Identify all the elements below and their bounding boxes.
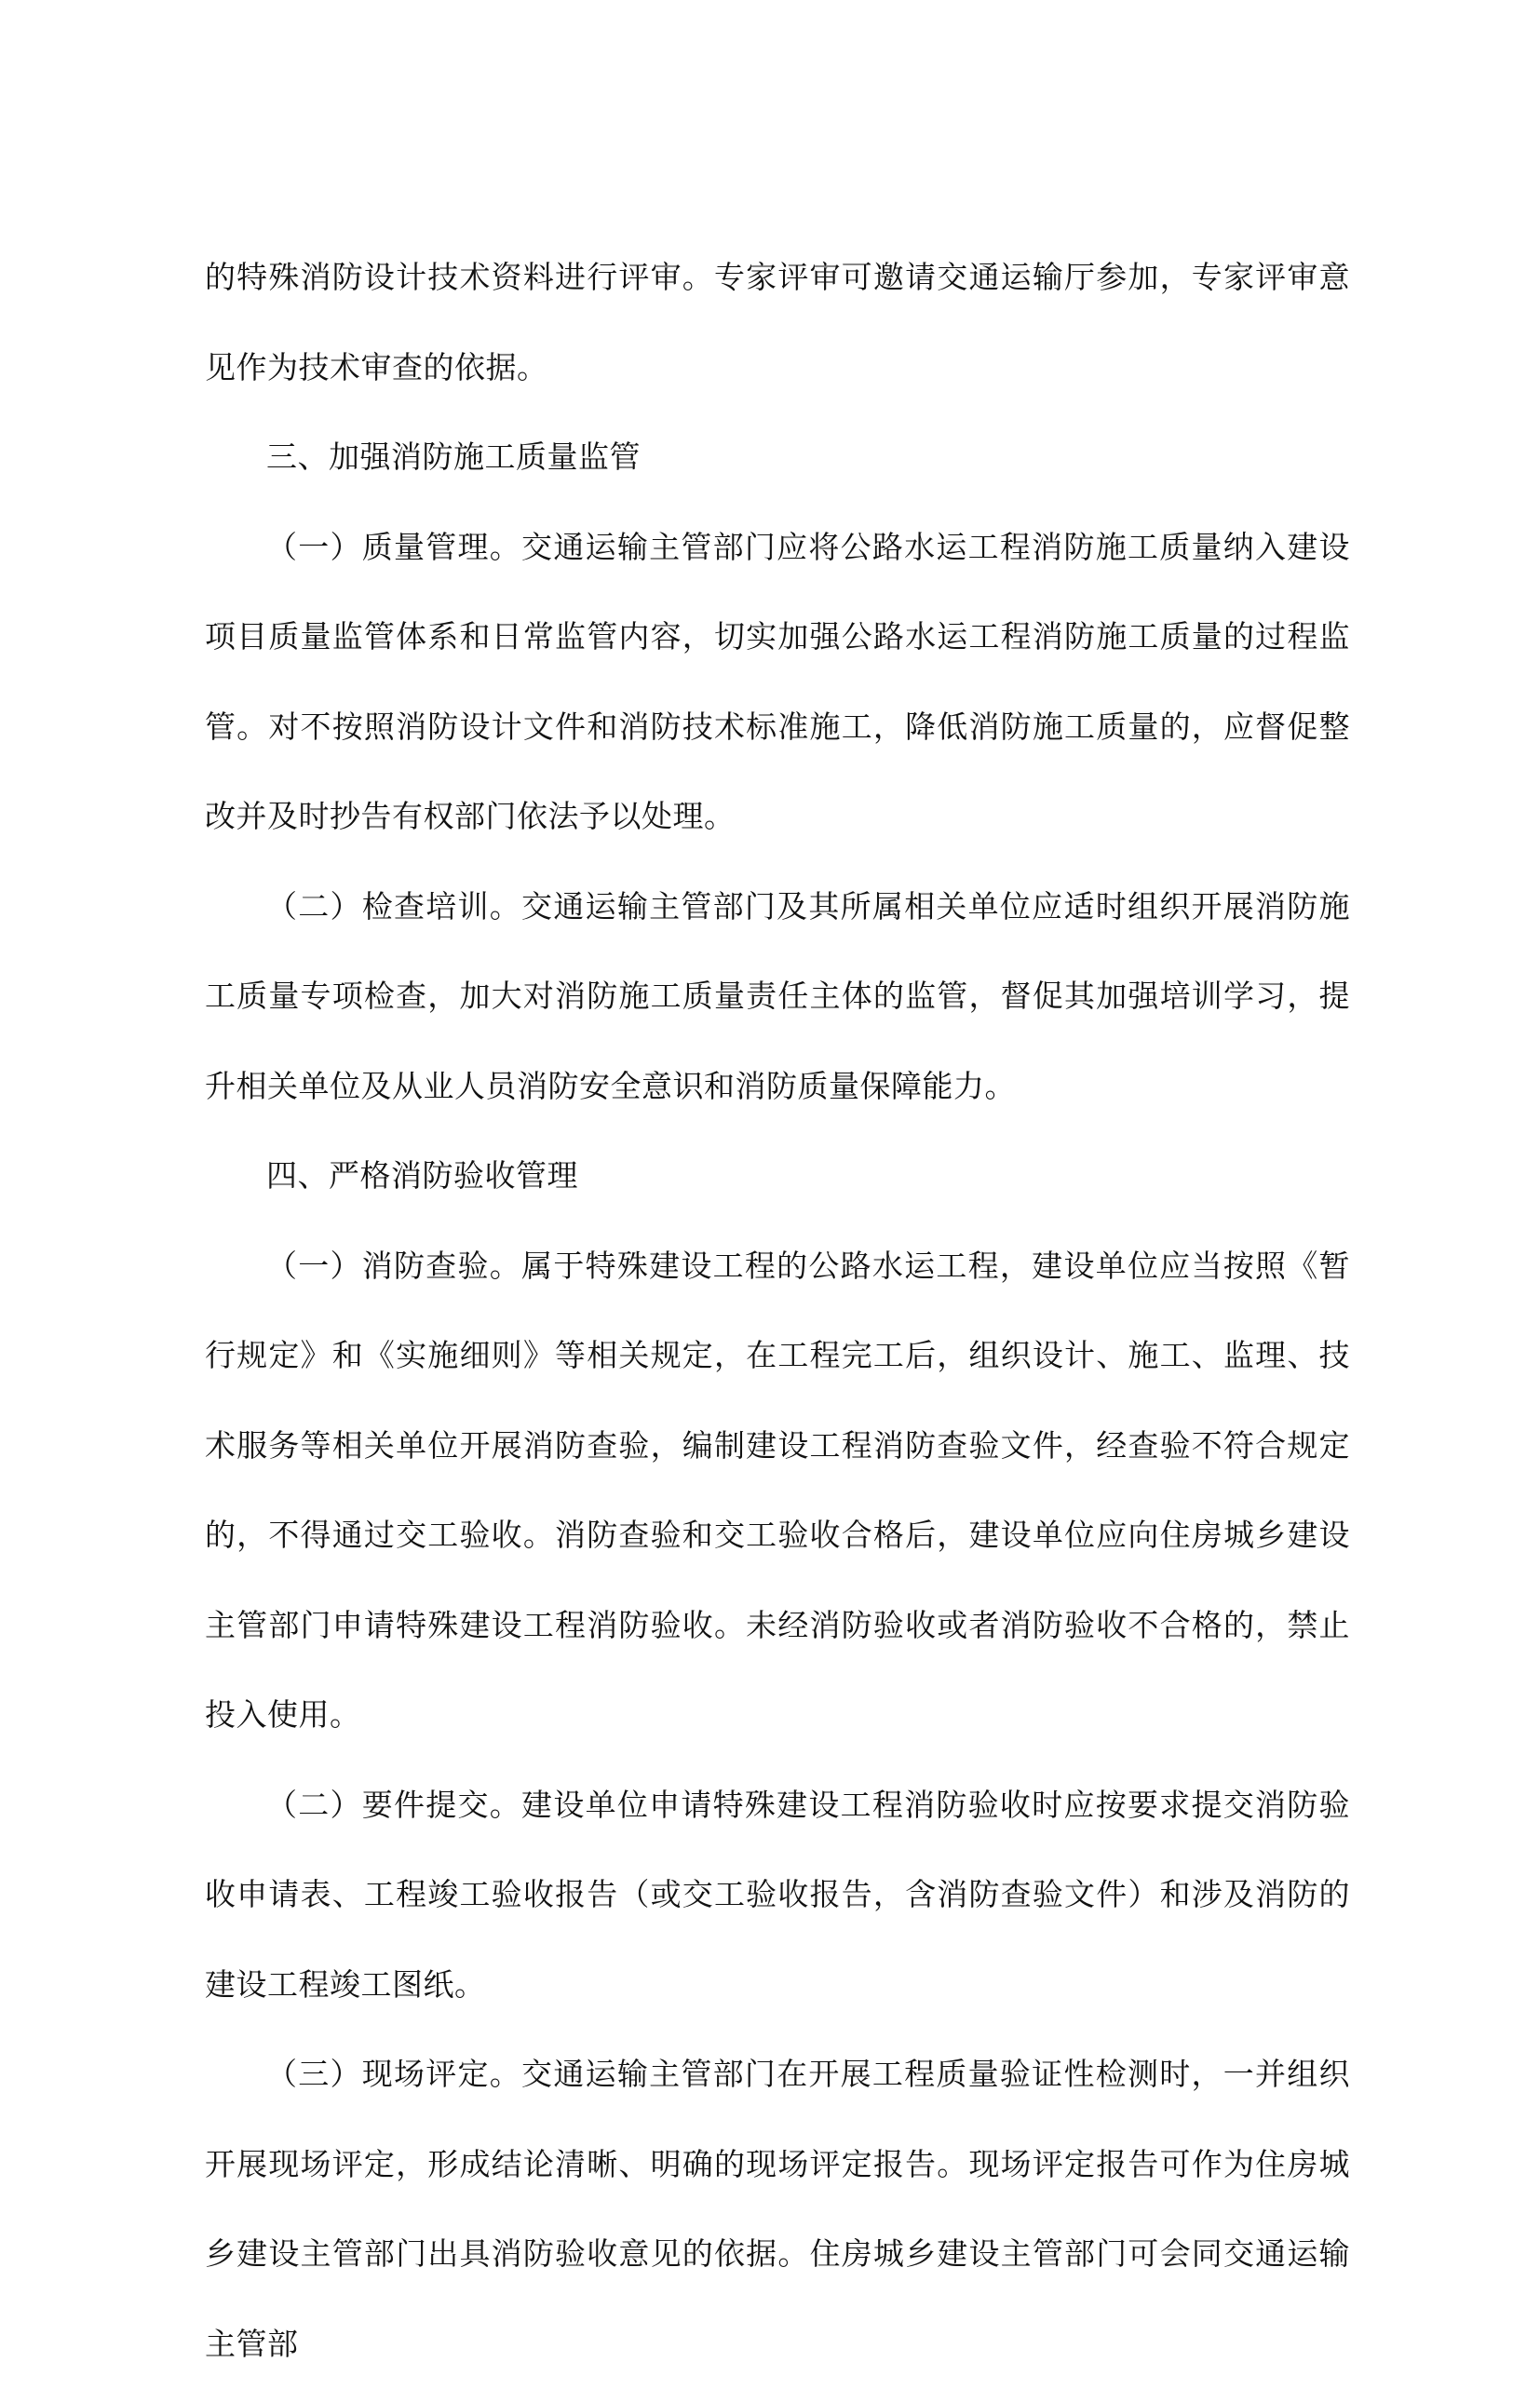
paragraph-fire-inspection: （一）消防查验。属于特殊建设工程的公路水运工程，建设单位应当按照《暂行规定》和《实施细则》等相关规定，在工程完工后，组织设计、施工、监理、技术服务等相关单位开展消防查验，编制建设工程消防查验文件，经查验不符合规定的，不得通过交工验收。消防查验和交工验收合格后，建设单位应向住房城乡建设主管部门申请特殊建设工程消防验收。未经消防验收或者消防验收不合格的，禁止投入使用。 — [205, 1247, 1350, 1733]
document-body — [205, 233, 1350, 2389]
section-heading-four: 四、严格消防验收管理 — [266, 1157, 578, 1194]
paragraph-document-submission: （二）要件提交。建设单位申请特殊建设工程消防验收时应按要求提交消防验收申请表、工程竣工验收报告（或交工验收报告，含消防查验文件）和涉及消防的建设工程竣工图纸。 — [205, 1786, 1350, 2003]
paragraph-continuation: 的特殊消防设计技术资料进行评审。专家评审可邀请交通运输厅参加，专家评审意见作为技术审查的依据。 — [205, 259, 1350, 385]
paragraph-quality-management: （一）质量管理。交通运输主管部门应将公路水运工程消防施工质量纳入建设项目质量监管体系和日常监管内容，切实加强公路水运工程消防施工质量的过程监管。对不按照消防设计文件和消防技术标准施工，降低消防施工质量的，应督促整改并及时抄告有权部门依法予以处理。 — [205, 528, 1350, 834]
section-heading-three: 三、加强消防施工质量监管 — [266, 439, 641, 475]
paragraph-onsite-evaluation: （三）现场评定。交通运输主管部门在开展工程质量验证性检测时，一并组织开展现场评定，形成结论清晰、明确的现场评定报告。现场评定报告可作为住房城乡建设主管部门出具消防验收意见的依据。住房城乡建设主管部门可会同交通运输主管部 — [205, 2056, 1350, 2362]
paragraph-inspection-training: （二）检查培训。交通运输主管部门及其所属相关单位应适时组织开展消防施工质量专项检查，加大对消防施工质量责任主体的监管，督促其加强培训学习，提升相关单位及从业人员消防安全意识和消防质量保障能力。 — [205, 887, 1350, 1104]
